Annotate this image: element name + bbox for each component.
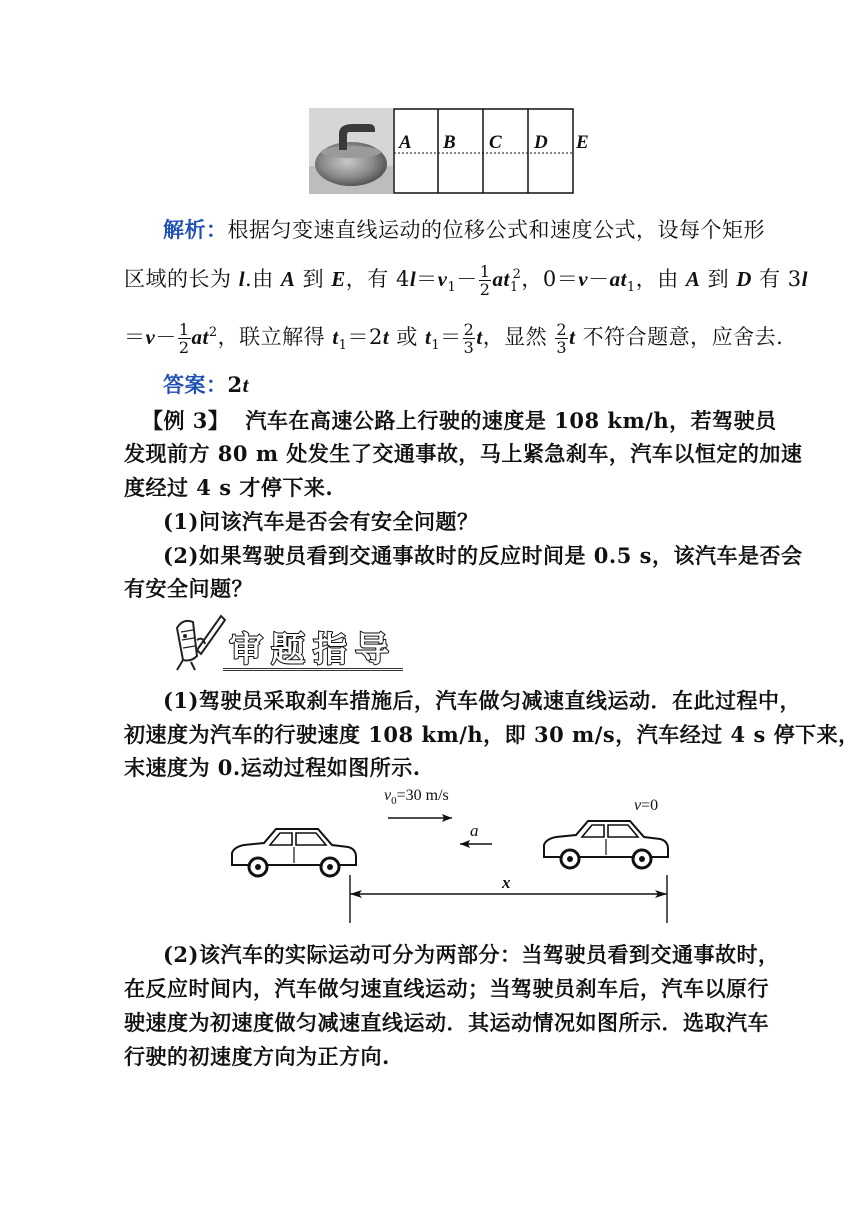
example3-question-2b: 有安全问题？ bbox=[124, 576, 253, 601]
grid-label-b: B bbox=[443, 132, 456, 153]
v0-label: $v_0=30$ m/s bbox=[384, 787, 449, 808]
acceleration-arrow-icon bbox=[460, 840, 492, 848]
a-label: a bbox=[470, 821, 479, 840]
fraction-half-2: $\frac{1}{2}$ bbox=[178, 320, 190, 357]
grid-label-d: D bbox=[534, 132, 548, 153]
guide-title: 审题指导 bbox=[229, 630, 397, 670]
solution-line-3: ＝v－ $\frac{1}{2}$ $at^2$，联立解得 $t_1=2t$ 或 $t_1=$ $\frac{2}{3}$ t，显然 $\frac{2}{3}$ t 不符合题意，应舍去. bbox=[124, 320, 784, 357]
guide-p2-line-2: 在反应时间内，汽车做匀速直线运动；当驾驶员刹车后，汽车以原行 bbox=[124, 976, 769, 1001]
x-label: x bbox=[502, 873, 511, 892]
solution-line-1: 解析：根据匀变速直线运动的位移公式和速度公式，设每个矩形 bbox=[163, 217, 765, 242]
example3-tag: 【例 3】 bbox=[142, 408, 230, 433]
guide-p1-line-2: 初速度为汽车的行驶速度 108 km/h，即 30 m/s，汽车经过 4 s 停下来， bbox=[124, 722, 860, 747]
guide-header bbox=[163, 610, 403, 674]
v-label: v=0 bbox=[634, 797, 659, 814]
fraction-half: $\frac{1}{2}$ bbox=[479, 262, 491, 299]
motion-figure bbox=[220, 785, 690, 925]
solution-line-2: 区域的长为 l.由 A 到 E，有 $4l=v_1-$ $\frac{1}{2}$ $at_1^2$，$0=v-at_1$，由 A 到 D 有 3l bbox=[124, 262, 808, 299]
guide-p1-line-3: 末速度为 0.运动过程如图所示. bbox=[124, 755, 421, 780]
velocity-arrow-icon bbox=[388, 814, 452, 822]
example3-line-2: 发现前方 80 m 处发生了交通事故，马上紧急刹车，汽车以恒定的加速 bbox=[124, 441, 803, 466]
pencil-mascot-icon bbox=[163, 610, 227, 674]
motion-diagram bbox=[220, 785, 690, 925]
fraction-two-thirds-2: $\frac{2}{3}$ bbox=[556, 320, 568, 357]
answer-line: 答案：2t bbox=[163, 372, 249, 397]
grid-label-a: A bbox=[399, 132, 412, 153]
guide-p1-line-1: (1)驾驶员采取刹车措施后，汽车做匀减速直线运动．在此过程中， bbox=[163, 688, 801, 713]
grid-label-e: E bbox=[576, 132, 589, 153]
example3-question-1: (1)问该汽车是否会有安全问题？ bbox=[163, 509, 479, 534]
guide-p2-line-3: 驶速度为初速度做匀减速直线运动．其运动情况如图所示．选取汽车 bbox=[124, 1010, 769, 1035]
guide-underline bbox=[223, 668, 403, 671]
example3-line-1: 【例 3】 汽车在高速公路上行驶的速度是 108 km/h，若驾驶员 bbox=[142, 408, 777, 433]
example3-line-3: 度经过 4 s 才停下来. bbox=[124, 475, 334, 500]
guide-p2-line-1: (2)该汽车的实际运动可分为两部分：当驾驶员看到交通事故时， bbox=[163, 942, 780, 967]
car-end-icon bbox=[544, 821, 668, 868]
fraction-two-thirds: $\frac{2}{3}$ bbox=[463, 320, 475, 357]
car-start-icon bbox=[232, 829, 356, 876]
example3-question-2a: (2)如果驾驶员看到交通事故时的反应时间是 0.5 s，该汽车是否会 bbox=[163, 543, 803, 568]
guide-p2-line-4: 行驶的初速度方向为正方向. bbox=[124, 1044, 390, 1069]
grid-label-c: C bbox=[489, 132, 502, 153]
